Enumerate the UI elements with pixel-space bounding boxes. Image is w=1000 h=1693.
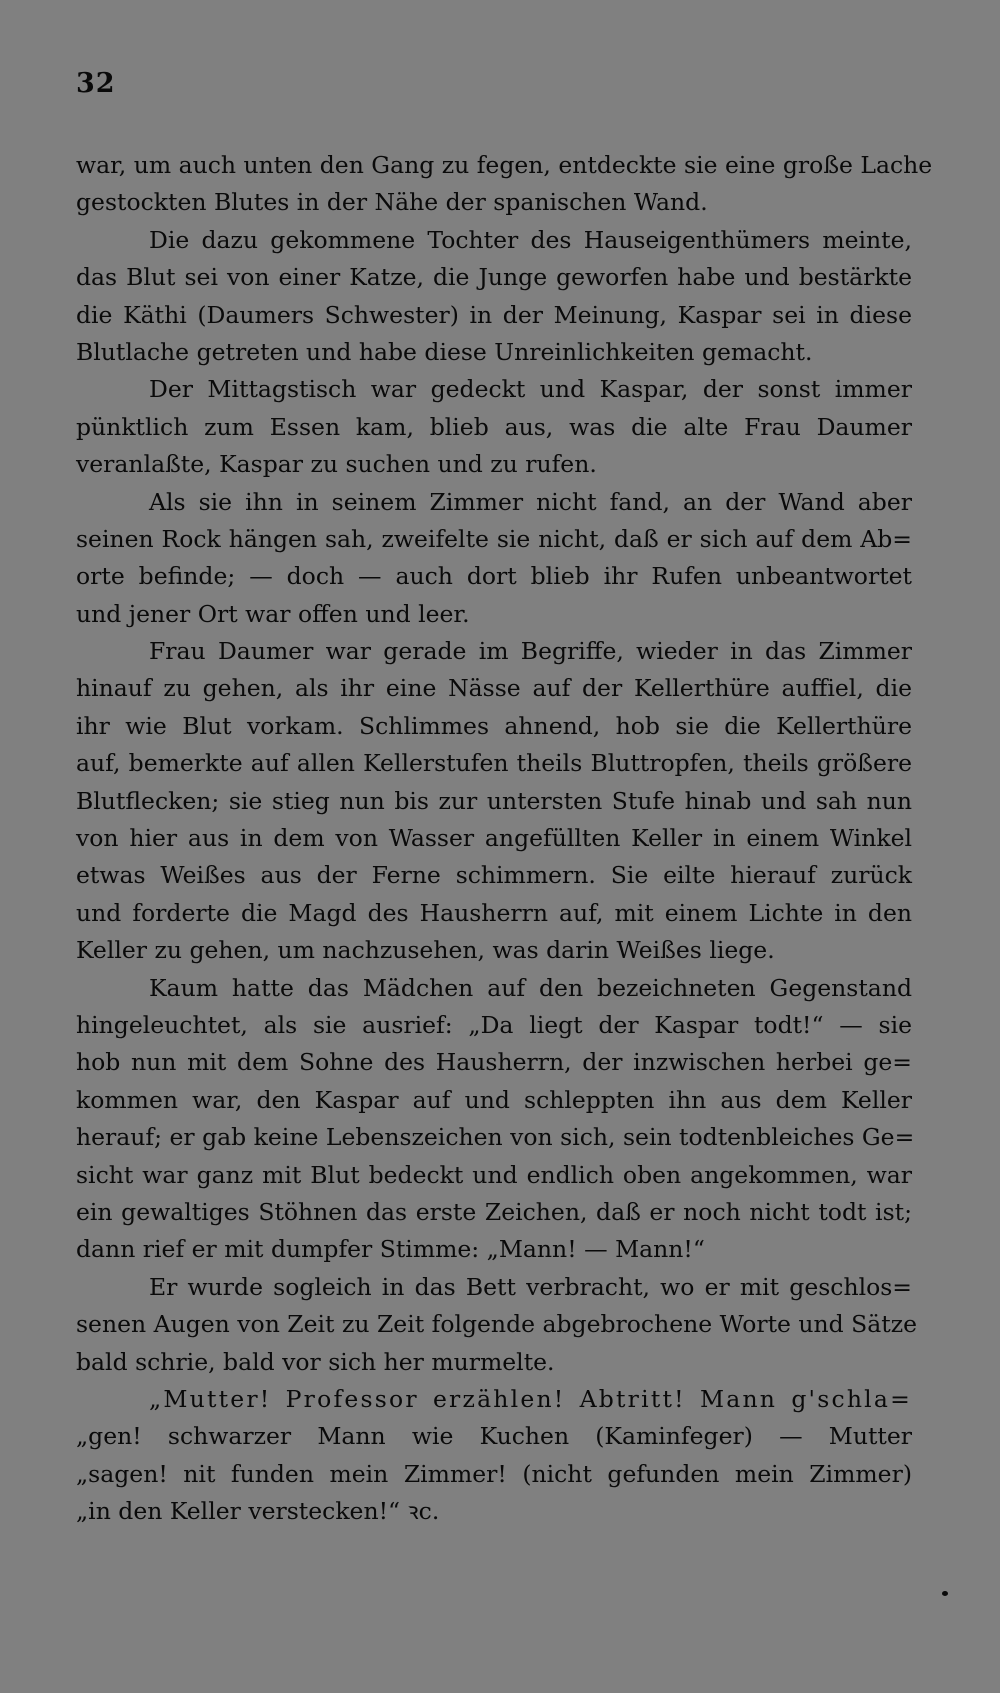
text-line: „sagen! nit funden mein Zimmer! (nicht gefunden mein Zimmer) [76,1459,912,1488]
text-line: Kaum hatte das Mädchen auf den bezeichneten Gegenstand [149,973,912,1002]
text-line: war, um auch unten den Gang zu fegen, entdeckte sie eine große Lache [76,151,933,179]
text-line: Er wurde sogleich in das Bett verbracht, wo er mit geschlos= [149,1272,912,1301]
ink-speck [942,1591,948,1596]
text-line: und forderte die Magd des Hausherrn auf, mit einem Lichte in den [76,898,912,927]
text-line: orte befinde; — doch — auch dort blieb ihr Rufen unbeantwortet [76,562,912,591]
text-line: Frau Daumer war gerade im Begriffe, wieder in das Zimmer [149,637,912,666]
text-line: und jener Ort war offen und leer. [76,599,470,628]
text-line: hingeleuchtet, als sie ausrief: „Da liegt der Kaspar todt!“ — sie [76,1010,912,1039]
text-line: Die dazu gekommene Tochter des Hauseigenthümers meinte, [149,225,912,254]
text-line: herauf; er gab keine Lebenszeichen von sich, sein todtenbleiches Ge= [76,1123,915,1152]
text-line: ihr wie Blut vorkam. Schlimmes ahnend, hob sie die Kellerthüre [76,711,912,740]
text-line: „in den Keller verstecken!“ ꝛc. [76,1497,440,1526]
text-line: Als sie ihn in seinem Zimmer nicht fand, an der Wand aber [149,487,912,516]
text-line: sicht war ganz mit Blut bedeckt und endlich oben angekommen, war [76,1160,912,1189]
text-line: „Mutter! Professor erzählen! Abtritt! Mann g'schla= [149,1384,912,1413]
text-line: veranlaßte, Kaspar zu suchen und zu rufen. [76,450,597,479]
text-line: dann rief er mit dumpfer Stimme: „Mann! — Mann!“ [76,1235,705,1264]
text-line: das Blut sei von einer Katze, die Junge geworfen habe und bestärkte [76,263,912,292]
text-line: Keller zu gehen, um nachzusehen, was darin Weißes liege. [76,936,775,965]
text-line: hinauf zu gehen, als ihr eine Nässe auf der Kellerthüre auffiel, die [76,674,912,703]
text-line: die Käthi (Daumers Schwester) in der Meinung, Kaspar sei in diese [76,300,912,329]
page-number: 32 [76,68,116,99]
text-line: hob nun mit dem Sohne des Hausherrn, der inzwischen herbei ge= [76,1048,912,1077]
text-line: bald schrie, bald vor sich her murmelte. [76,1347,555,1376]
text-line: seinen Rock hängen sah, zweifelte sie nicht, daß er sich auf dem Ab= [76,524,912,553]
text-line: Blutflecken; sie stieg nun bis zur untersten Stufe hinab und sah nun [76,786,912,815]
body-text [76,147,933,1530]
text-line: Der Mittagstisch war gedeckt und Kaspar, der sonst immer [149,375,912,404]
text-line: senen Augen von Zeit zu Zeit folgende abgebrochene Worte und Sätze [76,1310,918,1339]
text-line: Blutlache getreten und habe diese Unreinlichkeiten gemacht. [76,337,813,366]
text-line: etwas Weißes aus der Ferne schimmern. Sie eilte hierauf zurück [76,861,912,890]
text-line: kommen war, den Kaspar auf und schleppten ihn aus dem Keller [76,1085,912,1114]
text-line: ein gewaltiges Stöhnen das erste Zeichen, daß er noch nicht todt ist; [76,1197,912,1226]
text-line: „gen! schwarzer Mann wie Kuchen (Kaminfeger) — Mutter [76,1422,912,1451]
text-line: von hier aus in dem von Wasser angefüllten Keller in einem Winkel [76,824,912,853]
text-line: pünktlich zum Essen kam, blieb aus, was die alte Frau Daumer [76,412,912,441]
text-line: auf, bemerkte auf allen Kellerstufen theils Bluttropfen, theils größere [76,749,912,778]
text-line: gestockten Blutes in der Nähe der spanischen Wand. [76,188,708,217]
